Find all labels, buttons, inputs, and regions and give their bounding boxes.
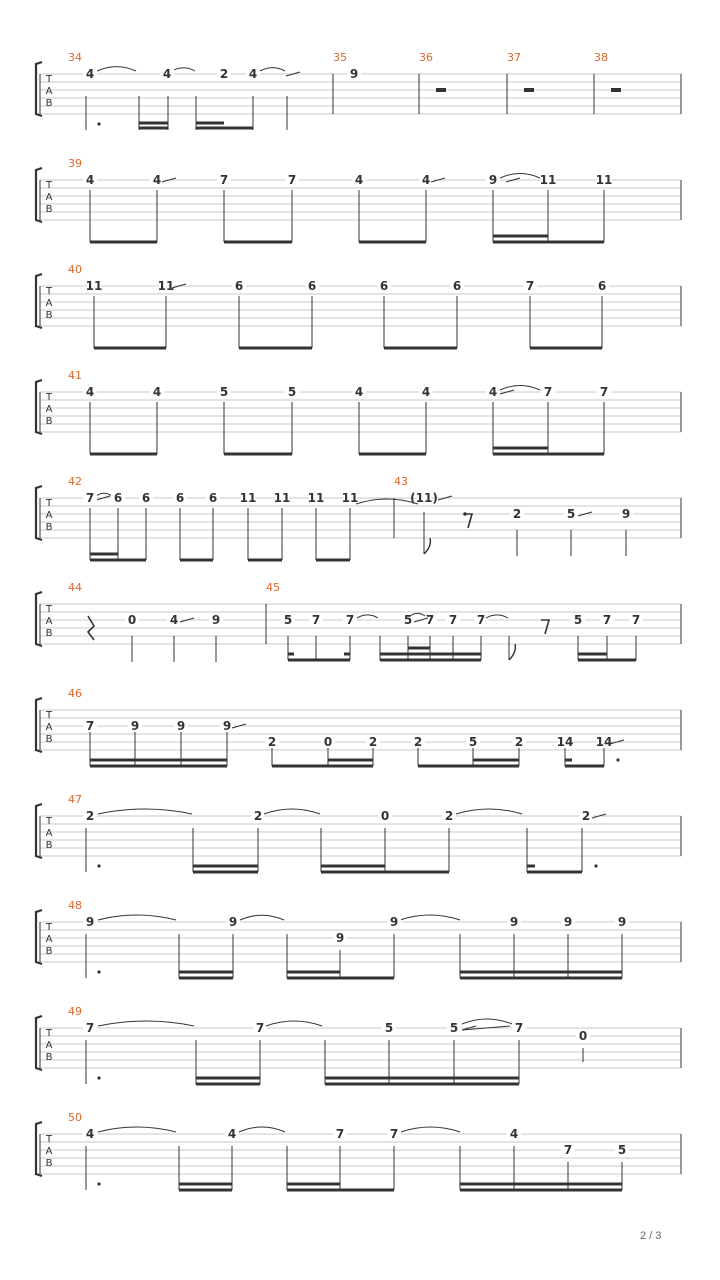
tie bbox=[98, 915, 176, 920]
duration-dot bbox=[97, 122, 100, 125]
beam bbox=[179, 977, 233, 980]
staff-brace bbox=[36, 804, 42, 858]
beam bbox=[565, 765, 604, 768]
beam bbox=[527, 865, 535, 868]
page-number: 2 / 3 bbox=[640, 1230, 662, 1242]
tab-clef-b: B bbox=[45, 522, 53, 533]
fret-number: 7 bbox=[543, 385, 553, 399]
beam bbox=[94, 347, 166, 350]
beam bbox=[239, 347, 312, 350]
fret-number: 2 bbox=[444, 809, 454, 823]
fret-number: 7 bbox=[85, 1021, 95, 1035]
tie bbox=[97, 67, 136, 71]
tab-clef-b: B bbox=[45, 310, 53, 321]
fret-number: 2 bbox=[581, 809, 591, 823]
fret-number: 7 bbox=[602, 613, 612, 627]
duration-dot bbox=[594, 864, 597, 867]
tab-clef-t: T bbox=[45, 1028, 53, 1039]
fret-number: 0 bbox=[380, 809, 390, 823]
fret-number: 5 bbox=[617, 1143, 627, 1157]
fret-number: 7 bbox=[631, 613, 641, 627]
beam bbox=[196, 127, 253, 130]
fret-number: 2 bbox=[253, 809, 263, 823]
beam bbox=[380, 653, 481, 656]
measure-number: 50 bbox=[68, 1111, 82, 1124]
beam bbox=[325, 1077, 519, 1080]
fret-number: 4 bbox=[85, 1127, 95, 1141]
beam bbox=[179, 1183, 232, 1186]
staff-brace bbox=[36, 698, 42, 752]
fret-number: 5 bbox=[566, 507, 576, 521]
fret-number: 9 bbox=[211, 613, 221, 627]
staff-brace bbox=[36, 62, 42, 116]
beam bbox=[224, 453, 292, 456]
fret-number: 4 bbox=[421, 385, 431, 399]
beam bbox=[287, 971, 340, 974]
fret-number: 11 bbox=[595, 173, 613, 187]
fret-number: 7 bbox=[476, 613, 486, 627]
tie bbox=[500, 174, 540, 179]
staff-brace bbox=[36, 592, 42, 646]
fret-number: 2 bbox=[413, 735, 423, 749]
measure-number: 45 bbox=[266, 581, 280, 594]
fret-number: 4 bbox=[85, 173, 95, 187]
measure-number: 40 bbox=[68, 263, 82, 276]
fret-number: 9 bbox=[176, 719, 186, 733]
beam bbox=[565, 759, 572, 762]
tab-clef-a: A bbox=[45, 298, 53, 309]
beam bbox=[316, 559, 350, 562]
tab-clef-a: A bbox=[45, 1040, 53, 1051]
measure-number: 41 bbox=[68, 369, 82, 382]
beam bbox=[90, 765, 227, 768]
fret-number: 11 bbox=[239, 491, 257, 505]
fret-number: 7 bbox=[425, 613, 435, 627]
beam bbox=[359, 453, 426, 456]
beam bbox=[287, 977, 394, 980]
beam bbox=[530, 347, 602, 350]
beam bbox=[578, 659, 636, 662]
beam bbox=[196, 1083, 260, 1086]
fret-number: 6 bbox=[597, 279, 607, 293]
fret-number: 7 bbox=[514, 1021, 524, 1035]
staff-brace bbox=[36, 1122, 42, 1176]
tab-clef-a: A bbox=[45, 828, 53, 839]
fret-number: 4 bbox=[152, 385, 162, 399]
fret-number: 6 bbox=[141, 491, 151, 505]
tab-clef-a: A bbox=[45, 934, 53, 945]
measure-number: 35 bbox=[333, 51, 347, 64]
fret-number: 5 bbox=[403, 613, 413, 627]
fret-number: 11 bbox=[341, 491, 359, 505]
beam bbox=[288, 659, 350, 662]
measure-number: 39 bbox=[68, 157, 82, 170]
tie bbox=[172, 68, 195, 71]
fret-number: 6 bbox=[307, 279, 317, 293]
tab-clef-b: B bbox=[45, 628, 53, 639]
tab-clef-t: T bbox=[45, 816, 53, 827]
tab-clef-a: A bbox=[45, 616, 53, 627]
tab-clef-t: T bbox=[45, 286, 53, 297]
fret-number: 9 bbox=[349, 67, 359, 81]
tie bbox=[400, 915, 460, 920]
fret-number: 11 bbox=[539, 173, 557, 187]
measure-number: 38 bbox=[594, 51, 608, 64]
beam bbox=[288, 653, 294, 656]
fret-number: 14 bbox=[556, 735, 574, 749]
beam bbox=[321, 871, 449, 874]
beam bbox=[272, 765, 373, 768]
tie bbox=[98, 1127, 176, 1132]
fret-number: 9 bbox=[621, 507, 631, 521]
beam bbox=[90, 559, 146, 562]
beam bbox=[179, 1189, 232, 1192]
fret-number: 4 bbox=[421, 173, 431, 187]
tab-clef-a: A bbox=[45, 1146, 53, 1157]
tie bbox=[260, 68, 285, 71]
beam bbox=[180, 559, 213, 562]
tab-clef-a: A bbox=[45, 192, 53, 203]
measure-number: 46 bbox=[68, 687, 82, 700]
beam bbox=[460, 977, 622, 980]
fret-number: 7 bbox=[599, 385, 609, 399]
beam bbox=[328, 759, 373, 762]
fret-number: 9 bbox=[617, 915, 627, 929]
duration-dot bbox=[97, 1076, 100, 1079]
beam bbox=[493, 453, 604, 456]
beam bbox=[224, 241, 292, 244]
tab-clef-b: B bbox=[45, 98, 53, 109]
tab-clef-t: T bbox=[45, 1134, 53, 1145]
beam bbox=[196, 122, 224, 125]
fret-number: 11 bbox=[273, 491, 291, 505]
tie bbox=[356, 499, 418, 504]
fret-number: 7 bbox=[255, 1021, 265, 1035]
beam bbox=[460, 1189, 622, 1192]
fret-number: 2 bbox=[219, 67, 229, 81]
measure-number: 44 bbox=[68, 581, 82, 594]
fret-number: 6 bbox=[234, 279, 244, 293]
half-rest bbox=[524, 88, 534, 92]
tab-clef-t: T bbox=[45, 498, 53, 509]
beam bbox=[325, 1083, 519, 1086]
fret-number: 11 bbox=[85, 279, 103, 293]
fret-number: 9 bbox=[389, 915, 399, 929]
beam bbox=[287, 1183, 340, 1186]
tie bbox=[264, 809, 320, 814]
tab-clef-b: B bbox=[45, 204, 53, 215]
eighth-rest bbox=[541, 620, 549, 634]
measure-number: 48 bbox=[68, 899, 82, 912]
beam bbox=[493, 235, 548, 238]
fret-number: 7 bbox=[563, 1143, 573, 1157]
fret-number: 4 bbox=[85, 385, 95, 399]
beam bbox=[493, 241, 604, 244]
beam bbox=[287, 1189, 394, 1192]
tab-clef-a: A bbox=[45, 86, 53, 97]
fret-number: 9 bbox=[222, 719, 232, 733]
staff-brace bbox=[36, 274, 42, 328]
tie bbox=[240, 915, 284, 920]
fret-number: 0 bbox=[127, 613, 137, 627]
beam bbox=[139, 127, 168, 130]
tab-clef-b: B bbox=[45, 1052, 53, 1063]
tie bbox=[462, 1019, 512, 1024]
fret-number: 7 bbox=[389, 1127, 399, 1141]
beam bbox=[460, 971, 622, 974]
tab-clef-a: A bbox=[45, 510, 53, 521]
fret-number: 9 bbox=[488, 173, 498, 187]
tab-clef-t: T bbox=[45, 922, 53, 933]
tie bbox=[98, 1021, 194, 1026]
beam bbox=[90, 759, 227, 762]
beam bbox=[493, 447, 548, 450]
fret-number: 2 bbox=[368, 735, 378, 749]
fret-number: 9 bbox=[563, 915, 573, 929]
fret-number: 6 bbox=[379, 279, 389, 293]
tab-clef-a: A bbox=[45, 722, 53, 733]
fret-number: 5 bbox=[283, 613, 293, 627]
beam bbox=[193, 865, 258, 868]
tab-clef-t: T bbox=[45, 180, 53, 191]
fret-number: 7 bbox=[311, 613, 321, 627]
staff-brace bbox=[36, 910, 42, 964]
fret-number: 4 bbox=[248, 67, 258, 81]
duration-dot bbox=[97, 970, 100, 973]
fret-number: 5 bbox=[219, 385, 229, 399]
measure-number: 42 bbox=[68, 475, 82, 488]
fret-number: 4 bbox=[488, 385, 498, 399]
beam bbox=[473, 759, 519, 762]
fret-number: 4 bbox=[162, 67, 172, 81]
beam bbox=[179, 971, 233, 974]
fret-number: (11) bbox=[410, 491, 438, 505]
fret-number: 9 bbox=[335, 931, 345, 945]
beam bbox=[578, 653, 607, 656]
fret-number: 4 bbox=[354, 173, 364, 187]
beam bbox=[139, 122, 168, 125]
measure-number: 47 bbox=[68, 793, 82, 806]
beam bbox=[248, 559, 282, 562]
beam bbox=[418, 765, 519, 768]
tab-clef-b: B bbox=[45, 1158, 53, 1169]
fret-number: 2 bbox=[85, 809, 95, 823]
duration-dot bbox=[97, 864, 100, 867]
beam bbox=[321, 865, 385, 868]
beam bbox=[90, 553, 118, 556]
half-rest bbox=[611, 88, 621, 92]
tie bbox=[456, 809, 522, 814]
fret-number: 5 bbox=[573, 613, 583, 627]
fret-number: 7 bbox=[335, 1127, 345, 1141]
fret-number: 9 bbox=[130, 719, 140, 733]
fret-number: 4 bbox=[354, 385, 364, 399]
tie bbox=[500, 386, 540, 391]
fret-number: 11 bbox=[157, 279, 175, 293]
staff-brace bbox=[36, 1016, 42, 1070]
tie bbox=[401, 1127, 460, 1132]
tab-clef-t: T bbox=[45, 710, 53, 721]
fret-number: 5 bbox=[287, 385, 297, 399]
fret-number: 9 bbox=[85, 915, 95, 929]
fret-number: 0 bbox=[578, 1029, 588, 1043]
beam bbox=[527, 871, 582, 874]
fret-number: 4 bbox=[169, 613, 179, 627]
fret-number: 7 bbox=[85, 491, 95, 505]
measure-number: 34 bbox=[68, 51, 82, 64]
fret-number: 11 bbox=[307, 491, 325, 505]
measure-number: 36 bbox=[419, 51, 433, 64]
fret-number: 6 bbox=[175, 491, 185, 505]
flag bbox=[509, 644, 515, 660]
tab-clef-b: B bbox=[45, 734, 53, 745]
beam bbox=[380, 659, 481, 662]
fret-number: 7 bbox=[525, 279, 535, 293]
beam bbox=[344, 653, 350, 656]
fret-number: 5 bbox=[384, 1021, 394, 1035]
tab-clef-b: B bbox=[45, 946, 53, 957]
beam bbox=[460, 1183, 622, 1186]
tie bbox=[266, 1021, 322, 1026]
beam bbox=[384, 347, 457, 350]
fret-number: 2 bbox=[512, 507, 522, 521]
flag bbox=[424, 538, 430, 554]
fret-number: 6 bbox=[452, 279, 462, 293]
beam bbox=[193, 871, 258, 874]
duration-dot bbox=[97, 1182, 100, 1185]
fret-number: 4 bbox=[85, 67, 95, 81]
measure-number: 49 bbox=[68, 1005, 82, 1018]
tab-clef-a: A bbox=[45, 404, 53, 415]
fret-number: 4 bbox=[509, 1127, 519, 1141]
eighth-rest-dot bbox=[463, 512, 467, 516]
fret-number: 4 bbox=[152, 173, 162, 187]
staff-brace bbox=[36, 486, 42, 540]
measure-number: 37 bbox=[507, 51, 521, 64]
fret-number: 5 bbox=[468, 735, 478, 749]
beam bbox=[90, 241, 157, 244]
tab-clef-t: T bbox=[45, 74, 53, 85]
tab-clef-b: B bbox=[45, 416, 53, 427]
eighth-rest bbox=[464, 514, 472, 528]
beam bbox=[408, 647, 430, 650]
fret-number: 7 bbox=[85, 719, 95, 733]
tie bbox=[239, 1127, 285, 1132]
tab-clef-t: T bbox=[45, 604, 53, 615]
staff-brace bbox=[36, 168, 42, 222]
measure-number: 43 bbox=[394, 475, 408, 488]
tie bbox=[486, 615, 508, 618]
fret-number: 0 bbox=[323, 735, 333, 749]
tab-clef-b: B bbox=[45, 840, 53, 851]
fret-number: 6 bbox=[113, 491, 123, 505]
fret-number: 9 bbox=[228, 915, 238, 929]
tab-clef-t: T bbox=[45, 392, 53, 403]
fret-number: 7 bbox=[287, 173, 297, 187]
fret-number: 7 bbox=[448, 613, 458, 627]
tie bbox=[357, 615, 378, 618]
fret-number: 7 bbox=[345, 613, 355, 627]
fret-number: 2 bbox=[514, 735, 524, 749]
fret-number: 14 bbox=[595, 735, 613, 749]
fret-number: 2 bbox=[267, 735, 277, 749]
duration-dot bbox=[616, 758, 619, 761]
fret-number: 4 bbox=[227, 1127, 237, 1141]
fret-number: 6 bbox=[208, 491, 218, 505]
half-rest bbox=[436, 88, 446, 92]
beam bbox=[359, 241, 426, 244]
fret-number: 9 bbox=[509, 915, 519, 929]
staff-brace bbox=[36, 380, 42, 434]
tie bbox=[98, 809, 192, 814]
fret-number: 7 bbox=[219, 173, 229, 187]
fret-number: 5 bbox=[449, 1021, 459, 1035]
beam bbox=[90, 453, 157, 456]
beam bbox=[196, 1077, 260, 1080]
